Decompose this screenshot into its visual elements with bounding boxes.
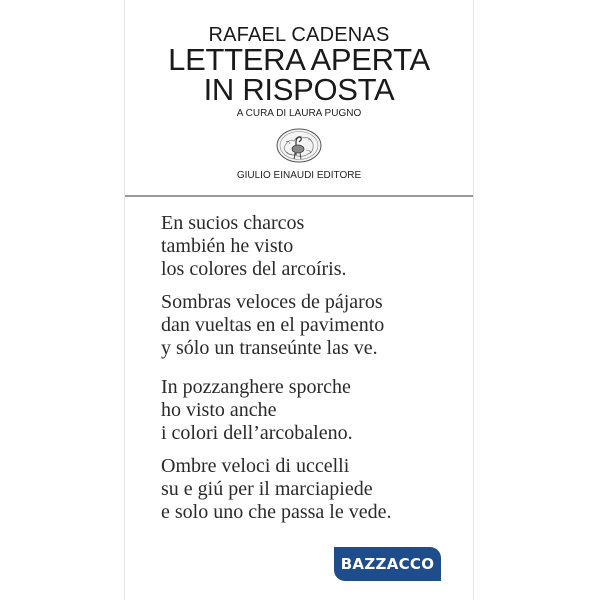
poem-stanza [161, 455, 391, 524]
poem-line: y sólo un transeúnte las ve. [161, 337, 378, 359]
divider-rule [125, 195, 473, 197]
bazzacco-badge: BAZZACCO [334, 547, 441, 581]
poem-line: los colores del arcoíris. [161, 258, 347, 280]
author-name: RAFAEL CADENAS [208, 24, 390, 46]
poem-line: Sombras veloces de pájaros [161, 291, 383, 313]
editor-credit: A CURA DI LAURA PUGNO [236, 108, 362, 119]
title-line-2: IN RISPOSTA [203, 72, 395, 107]
poem-line: i colori dell’arcobaleno. [161, 422, 353, 444]
poem-line: e solo uno che passa le vede. [161, 501, 392, 523]
poem-line: su e giú per il marciapiede [161, 478, 373, 500]
poem-line: In pozzanghere sporche [161, 376, 351, 398]
poem-line: dan vueltas en el pavimento [161, 314, 385, 336]
title-line-1: LETTERA APERTA [168, 42, 430, 77]
poem-line: también he visto [161, 235, 294, 257]
einaudi-ostrich-logo-icon [276, 128, 322, 163]
poem-stanza [161, 376, 391, 445]
poem-line: En sucios charcos [161, 212, 305, 234]
book-title [125, 42, 473, 107]
publisher-name: GIULIO EINAUDI EDITORE [236, 170, 362, 181]
poem-stanza [161, 212, 391, 281]
poem-line: Ombre veloci di uccelli [161, 455, 350, 477]
poem-stanza [161, 291, 391, 360]
poem [161, 212, 391, 534]
poem-line: ho visto anche [161, 399, 277, 421]
book-cover [124, 0, 474, 600]
